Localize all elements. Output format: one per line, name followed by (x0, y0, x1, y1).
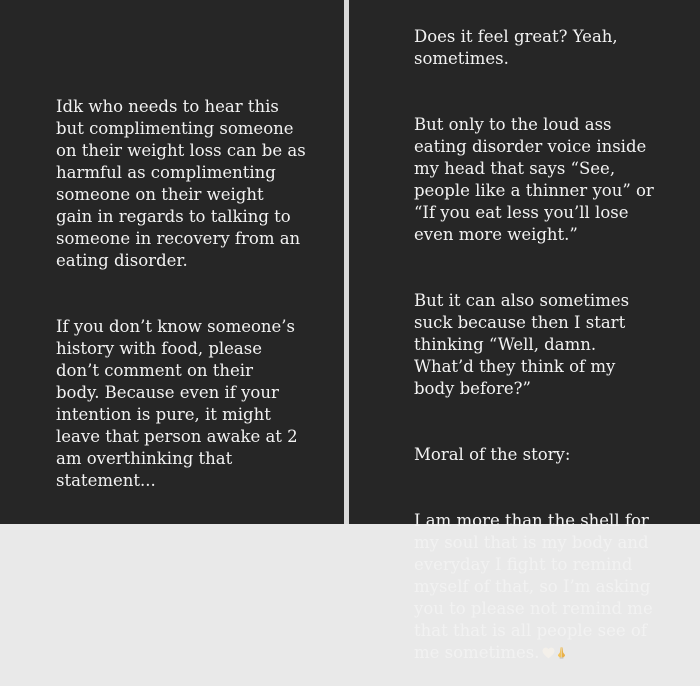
right-paragraph-3: But it can also sometimes suck because then I start thinking “Well, damn. What’d they think of my body before?” (414, 291, 630, 398)
right-story-panel (349, 0, 700, 662)
left-story-panel (0, 0, 344, 524)
right-paragraph-1: Does it feel great? Yeah, sometimes. (414, 27, 618, 68)
left-story-text (56, 74, 326, 514)
right-paragraph-4: Moral of the story: (414, 445, 571, 464)
right-paragraph-5-text: I am more than the shell for my soul that is my body and everyday I fight to remind myself of that, so I’m asking you to please not remind me that that is all people see of me sometimes. (414, 511, 653, 662)
praying-hands-icon (555, 646, 568, 659)
left-paragraph-2: If you don’t know someone’s history with food, please don’t comment on their body. Because even if your intention is pure, it might leave that person awake at 2 am overthinking that statement... (56, 317, 298, 490)
right-story-text (414, 4, 674, 686)
white-heart-icon (542, 647, 555, 659)
right-paragraph-5 (414, 510, 674, 664)
right-paragraph-2: But only to the loud ass eating disorder voice inside my head that says “See, people like a thinner you” or “If you eat less you’ll lose even more weight.” (414, 115, 654, 244)
left-paragraph-1: Idk who needs to hear this but complimenting someone on their weight loss can be as harmful as complimenting someone on their weight gain in regards to talking to someone in recovery from an eating disorder. (56, 97, 306, 270)
